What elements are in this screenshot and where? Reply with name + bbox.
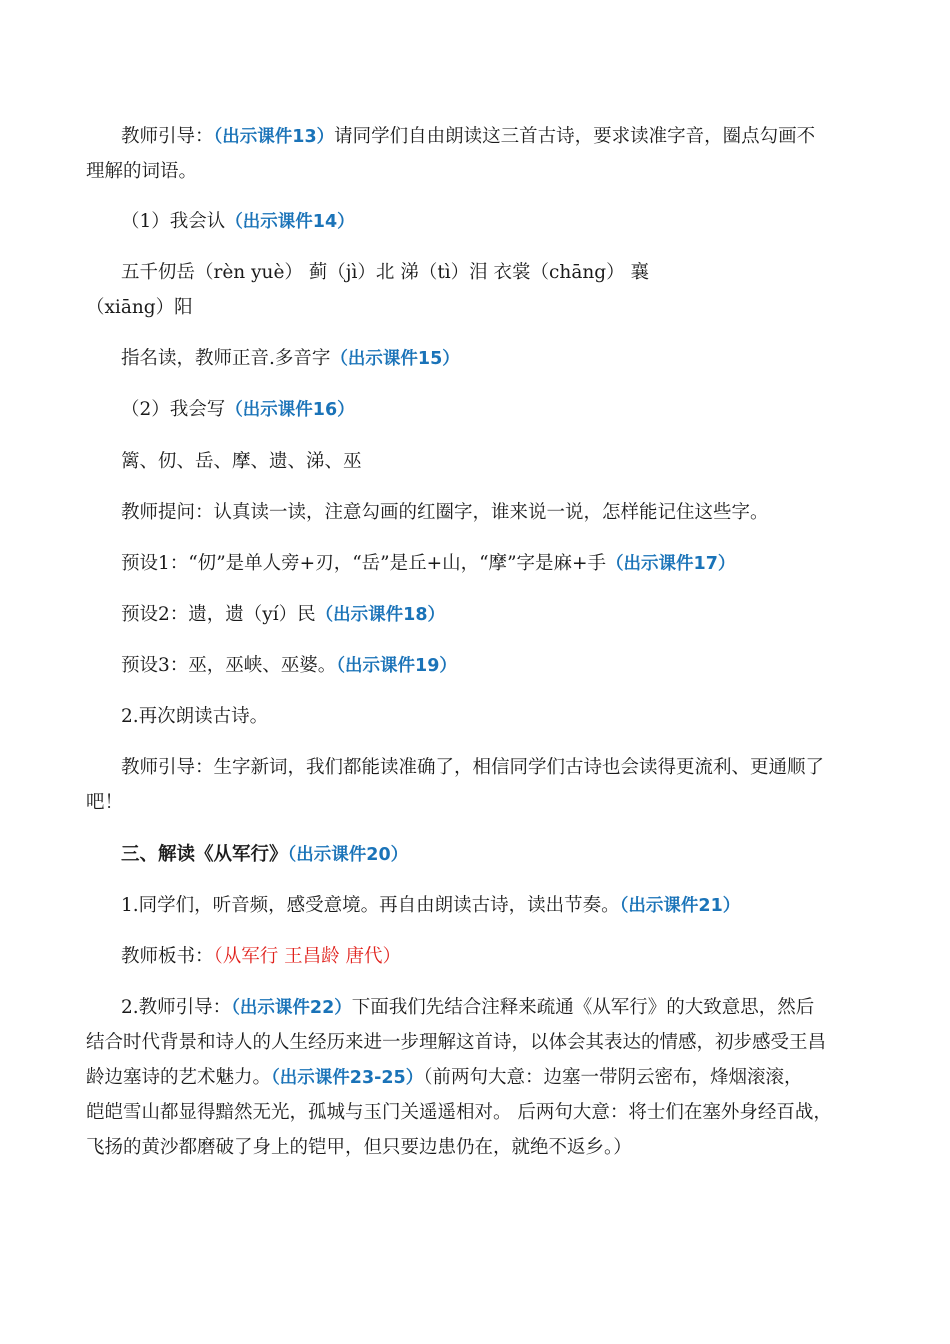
paragraph-line	[86, 794, 876, 813]
paragraph-line	[86, 1104, 876, 1123]
text: 2.教师引导：	[121, 997, 232, 1018]
text: 指名读，教师正音.多音字	[121, 348, 331, 369]
paragraph-reread	[121, 708, 911, 727]
paragraph-teacher-guide-2	[121, 759, 911, 778]
text: 教师引导：	[121, 126, 214, 147]
paragraph-listen	[121, 897, 911, 916]
courseware-label: （出示课件14）	[225, 212, 355, 232]
text: 预设3：巫，巫峡、巫婆。	[121, 655, 337, 676]
paragraph-write	[121, 401, 911, 420]
text: 飞扬的黄沙都磨破了身上的铠甲，但只要边患仍在，就绝不返乡。）	[86, 1137, 632, 1158]
text: 龄边塞诗的艺术魅力。	[86, 1067, 272, 1088]
text: 吧！	[86, 792, 124, 813]
courseware-label: （出示课件23-25）	[271, 1068, 424, 1088]
text: 教师提问：认真读一读，注意勾画的红圈字，谁来说一说，怎样能记住这些字。	[121, 502, 769, 523]
courseware-label: （出示课件16）	[225, 400, 355, 420]
text: 2.再次朗读古诗。	[121, 706, 269, 727]
courseware-label: （出示课件18）	[315, 605, 445, 625]
text: （前两句大意：边塞一带阴云密布，烽烟滚滚，	[423, 1067, 803, 1088]
paragraph-teacher-guide-3	[121, 999, 911, 1018]
courseware-label: （出示课件20）	[287, 845, 409, 865]
paragraph-line	[86, 299, 876, 318]
section-heading	[121, 846, 911, 865]
courseware-label: （出示课件19）	[336, 656, 457, 676]
text: 篱、仞、岳、摩、遗、涕、巫	[121, 451, 362, 472]
paragraph-line	[86, 1139, 876, 1158]
paragraph-correct	[121, 350, 911, 369]
blackboard-text: （从军行 王昌龄 唐代）	[213, 946, 402, 967]
text: 1.同学们，听音频，感受意境。再自由朗读古诗，读出节奏。	[121, 895, 620, 916]
paragraph-preset-2	[121, 606, 911, 625]
text: 预设1：“仞”是单人旁+刃，“岳”是丘+山，“摩”字是麻+手	[121, 553, 607, 574]
paragraph-line	[86, 163, 876, 182]
courseware-label: （出示课件22）	[231, 998, 352, 1018]
paragraph-recognize	[121, 213, 911, 232]
text: 预设2：遗，遗（yí）民	[121, 604, 316, 625]
text: 结合时代背景和诗人的人生经历来进一步理解这首诗，以体会其表达的情感，初步感受王昌	[86, 1032, 827, 1053]
text: 请同学们自由朗读这三首古诗，要求读准字音，圈点勾画不	[334, 126, 816, 147]
text: 皑皑雪山都显得黯然无光，孤城与玉门关遥遥相对。 后两句大意：将士们在塞外身经百战，	[86, 1102, 832, 1123]
text: （xiāng）阳	[86, 297, 193, 318]
text: 教师引导：生字新词，我们都能读准确了，相信同学们古诗也会读得更流利、更通顺了	[121, 757, 825, 778]
paragraph-pinyin	[121, 264, 911, 283]
heading-text: 三、解读《从军行》	[121, 844, 288, 865]
paragraph-line	[86, 1069, 876, 1088]
text: 下面我们先结合注释来疏通《从军行》的大致意思，然后	[351, 997, 815, 1018]
paragraph-preset-1	[121, 555, 911, 574]
text: （1）我会认	[121, 211, 226, 232]
courseware-label: （出示课件17）	[606, 554, 736, 574]
courseware-label: （出示课件21）	[619, 896, 741, 916]
text: 教师板书：	[121, 946, 214, 967]
paragraph-characters	[121, 453, 911, 472]
text: 五千仞岳（rèn yuè） 蓟（jì）北 涕（tì）泪 衣裳（chāng） 襄	[121, 262, 649, 283]
text: 理解的词语。	[86, 161, 198, 182]
paragraph-line	[86, 1034, 876, 1053]
paragraph-teacher-question	[121, 504, 911, 523]
courseware-label: （出示课件13）	[213, 127, 335, 147]
paragraph-teacher-guide-1	[121, 128, 911, 147]
paragraph-preset-3	[121, 657, 911, 676]
text: （2）我会写	[121, 399, 226, 420]
courseware-label: （出示课件15）	[330, 349, 460, 369]
paragraph-blackboard	[121, 948, 911, 967]
